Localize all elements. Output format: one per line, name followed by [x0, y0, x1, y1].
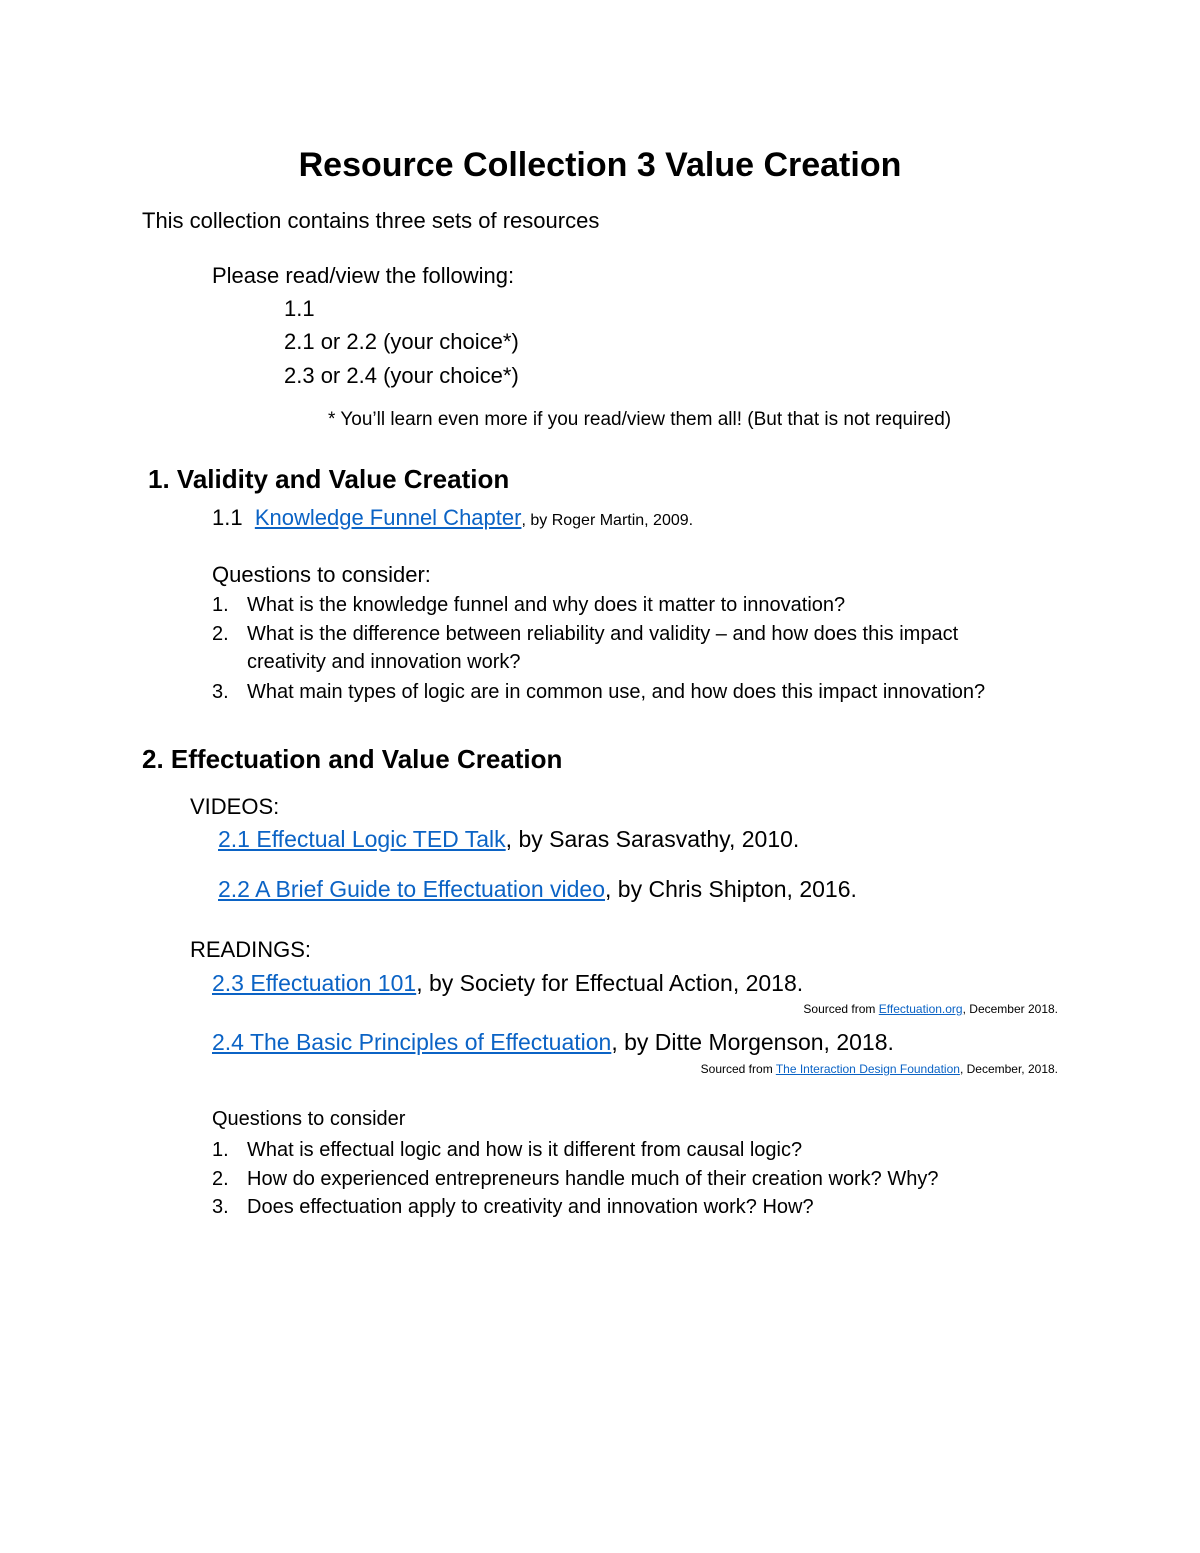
read-item-1: 1.1	[284, 296, 315, 321]
knowledge-funnel-link[interactable]: Knowledge Funnel Chapter	[254, 505, 522, 530]
reading1-source: Sourced from Effectuation.org, December 2018.	[803, 1002, 1058, 1016]
resource-1-1	[212, 505, 693, 531]
basic-principles-link[interactable]: 2.4 The Basic Principles of Effectuation	[212, 1029, 612, 1055]
section2-questions-title: Questions to consider	[212, 1108, 406, 1130]
read-item-3: 2.3 or 2.4 (your choice*)	[284, 363, 519, 388]
read-prompt: Please read/view the following:	[212, 263, 515, 288]
video2-byline: , by Chris Shipton, 2016.	[605, 876, 857, 902]
video-2-2	[218, 876, 857, 903]
reading2-byline: , by Ditte Morgenson, 2018.	[611, 1029, 894, 1055]
effectuation-org-link[interactable]: Effectuation.org	[878, 1002, 963, 1016]
video-2-1	[218, 826, 799, 853]
reading-2-3	[212, 970, 803, 997]
footnote: * You’ll learn even more if you read/view them all! (But that is not required)	[328, 409, 952, 430]
read-item-2: 2.1 or 2.2 (your choice*)	[284, 329, 519, 354]
interaction-design-foundation-link[interactable]: The Interaction Design Foundation	[775, 1062, 960, 1076]
section1-heading: 1. Validity and Value Creation	[148, 464, 510, 494]
section1-questions-title: Questions to consider:	[212, 562, 431, 587]
effectual-logic-ted-talk-link[interactable]: 2.1 Effectual Logic TED Talk	[218, 826, 506, 852]
section2-heading: 2. Effectuation and Value Creation	[142, 744, 563, 774]
section2-questions-list: 1. What is effectual logic and how is it different from causal logic? 2. How do experienced entrepreneurs handle much of their creation work? Why? 3. Does effectuation apply to creativity and innovation work? How?	[212, 1139, 939, 1218]
readings-label: READINGS:	[190, 937, 312, 962]
videos-label: VIDEOS:	[190, 794, 280, 819]
effectuation-101-link[interactable]: 2.3 Effectuation 101	[212, 970, 417, 996]
section1-questions-list: 1. What is the knowledge funnel and why does it matter to innovation? 2. What is the difference between reliability and validity – and how does this impact creativity and innovation work? 3. What main types of logic are in common use, and how does this impact innovation?	[212, 594, 986, 703]
reading1-byline: , by Society for Effectual Action, 2018.	[416, 970, 804, 996]
reading-2-4	[212, 1029, 894, 1056]
reading2-source: Sourced from The Interaction Design Foundation, December, 2018.	[700, 1062, 1058, 1076]
resource-number: 1.1	[212, 505, 243, 530]
resource-byline: , by Roger Martin, 2009.	[521, 512, 694, 529]
intro-text: This collection contains three sets of resources	[142, 208, 600, 233]
video1-byline: , by Saras Sarasvathy, 2010.	[505, 826, 800, 852]
effectuation-guide-video-link[interactable]: 2.2 A Brief Guide to Effectuation video	[218, 876, 606, 902]
page-title: Resource Collection 3 Value Creation	[298, 146, 902, 184]
